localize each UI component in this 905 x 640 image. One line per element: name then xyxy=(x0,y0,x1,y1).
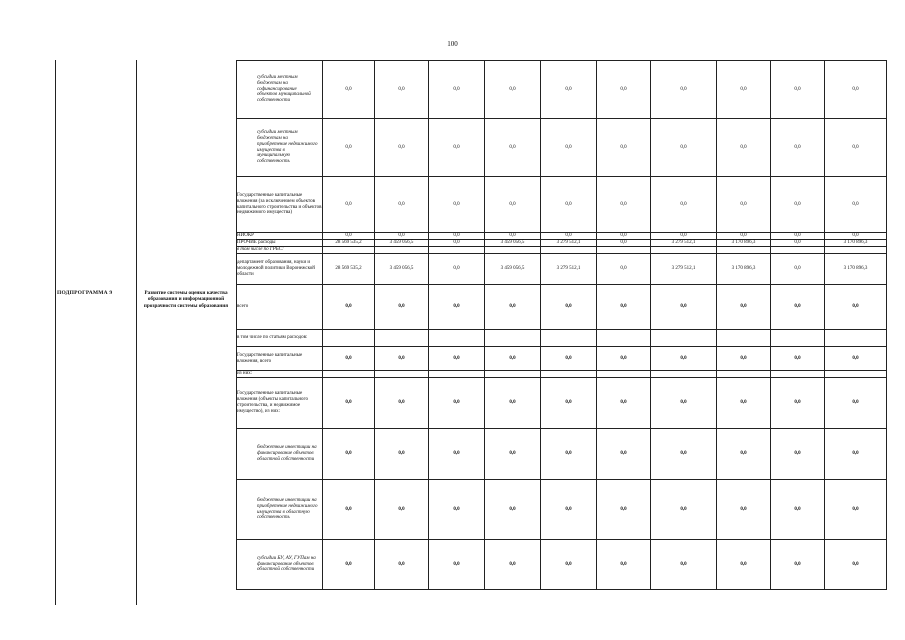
value-cell: 0,0 xyxy=(825,233,887,240)
value-cell: 3 459 056,5 xyxy=(485,254,541,285)
value-cell: 0,0 xyxy=(375,177,429,233)
row-label: Государственные капитальные вложения (за исключением объектов капитального строительства и объектов недвижимого имущества) xyxy=(237,177,323,233)
value-cell: 0,0 xyxy=(825,119,887,177)
value-cell: 3 170 896,3 xyxy=(717,240,771,247)
value-cell: 0,0 xyxy=(541,177,597,233)
value-cell: 0,0 xyxy=(429,540,485,590)
value-cell: 0,0 xyxy=(825,61,887,119)
value-cell: 0,0 xyxy=(375,378,429,429)
value-cell: 0,0 xyxy=(375,429,429,480)
value-cell: 0,0 xyxy=(771,480,825,540)
budget-table xyxy=(236,60,887,590)
row-label: Государственные капитальные вложения (объекты капитального строительства, и недвижимое имущество), из них: xyxy=(237,378,323,429)
value-cell: 0,0 xyxy=(541,119,597,177)
value-cell: 0,0 xyxy=(597,61,651,119)
value-cell: 0,0 xyxy=(323,119,375,177)
value-cell: 0,0 xyxy=(375,285,429,330)
value-cell: 0,0 xyxy=(651,540,717,590)
table-row xyxy=(237,233,887,240)
row-label: в том числе по ГРБС: xyxy=(237,247,323,254)
value-cell: 0,0 xyxy=(771,61,825,119)
row-label: из них: xyxy=(237,371,323,378)
value-cell: 0,0 xyxy=(323,429,375,480)
row-label: субсидии местным бюджетам на приобретение недвижимого имущества в муниципальную собственность xyxy=(237,119,323,177)
value-cell: 0,0 xyxy=(771,285,825,330)
value-cell: 0,0 xyxy=(597,240,651,247)
value-cell: 0,0 xyxy=(485,480,541,540)
page-number: 100 xyxy=(447,40,458,48)
value-cell xyxy=(375,371,429,378)
value-cell: 3 170 896,3 xyxy=(717,254,771,285)
value-cell: 0,0 xyxy=(825,347,887,371)
row-label: бюджетные инвестиции на финансирование объектов областной собственности xyxy=(237,429,323,480)
value-cell: 0,0 xyxy=(597,254,651,285)
value-cell: 0,0 xyxy=(485,61,541,119)
value-cell xyxy=(771,330,825,347)
value-cell: 0,0 xyxy=(771,177,825,233)
value-cell: 0,0 xyxy=(429,378,485,429)
value-cell xyxy=(485,371,541,378)
value-cell: 0,0 xyxy=(323,233,375,240)
table-row xyxy=(237,285,887,330)
value-cell: 0,0 xyxy=(429,61,485,119)
value-cell: 0,0 xyxy=(717,233,771,240)
value-cell xyxy=(825,371,887,378)
table-row xyxy=(237,371,887,378)
value-cell: 0,0 xyxy=(651,285,717,330)
value-cell: 0,0 xyxy=(541,378,597,429)
value-cell: 0,0 xyxy=(717,540,771,590)
value-cell: 0,0 xyxy=(771,378,825,429)
table-row xyxy=(237,429,887,480)
value-cell: 3 279 512,1 xyxy=(651,254,717,285)
value-cell: 28 569 535,2 xyxy=(323,254,375,285)
value-cell xyxy=(541,371,597,378)
value-cell xyxy=(651,330,717,347)
value-cell xyxy=(541,247,597,254)
value-cell: 3 459 056,5 xyxy=(485,240,541,247)
value-cell: 0,0 xyxy=(541,285,597,330)
value-cell: 0,0 xyxy=(825,177,887,233)
value-cell: 0,0 xyxy=(485,119,541,177)
value-cell: 0,0 xyxy=(323,285,375,330)
table-row xyxy=(237,480,887,540)
value-cell: 0,0 xyxy=(771,233,825,240)
value-cell: 0,0 xyxy=(717,378,771,429)
value-cell: 0,0 xyxy=(771,347,825,371)
value-cell xyxy=(429,330,485,347)
table-row xyxy=(237,330,887,347)
value-cell: 0,0 xyxy=(597,429,651,480)
value-cell: 0,0 xyxy=(651,233,717,240)
value-cell: 0,0 xyxy=(717,119,771,177)
table-row xyxy=(237,254,887,285)
row-label: департамент образования, науки и молодежной политики Воронежской области xyxy=(237,254,323,285)
value-cell xyxy=(717,247,771,254)
value-cell: 0,0 xyxy=(429,177,485,233)
value-cell xyxy=(717,330,771,347)
table-row xyxy=(237,240,887,247)
value-cell: 3 279 512,1 xyxy=(651,240,717,247)
value-cell: 0,0 xyxy=(485,347,541,371)
value-cell: 0,0 xyxy=(597,480,651,540)
value-cell: 0,0 xyxy=(375,233,429,240)
value-cell xyxy=(651,247,717,254)
table-row xyxy=(237,119,887,177)
value-cell xyxy=(485,330,541,347)
value-cell: 0,0 xyxy=(651,119,717,177)
value-cell: 0,0 xyxy=(429,254,485,285)
value-cell xyxy=(825,330,887,347)
value-cell: 0,0 xyxy=(717,61,771,119)
row-label: Государственные капитальные вложения, всего xyxy=(237,347,323,371)
value-cell: 0,0 xyxy=(541,540,597,590)
value-cell xyxy=(597,247,651,254)
subprogram-column-border xyxy=(136,60,137,605)
value-cell: 0,0 xyxy=(825,540,887,590)
value-cell: 0,0 xyxy=(825,429,887,480)
value-cell: 3 279 512,1 xyxy=(541,254,597,285)
table-row xyxy=(237,378,887,429)
value-cell: 0,0 xyxy=(541,480,597,540)
value-cell xyxy=(717,371,771,378)
table-row xyxy=(237,247,887,254)
value-cell xyxy=(541,330,597,347)
value-cell: 0,0 xyxy=(651,347,717,371)
value-cell xyxy=(597,371,651,378)
value-cell: 0,0 xyxy=(717,480,771,540)
value-cell: 0,0 xyxy=(485,540,541,590)
table-row xyxy=(237,61,887,119)
value-cell: 0,0 xyxy=(375,119,429,177)
value-cell: 0,0 xyxy=(717,429,771,480)
value-cell: 0,0 xyxy=(429,233,485,240)
value-cell: 0,0 xyxy=(375,347,429,371)
value-cell: 0,0 xyxy=(323,480,375,540)
value-cell: 0,0 xyxy=(429,347,485,371)
row-label: субсидии местным бюджетам на софинансирование объектов муниципальной собственности xyxy=(237,61,323,119)
value-cell: 0,0 xyxy=(717,347,771,371)
value-cell: 0,0 xyxy=(541,61,597,119)
value-cell: 0,0 xyxy=(825,480,887,540)
value-cell: 0,0 xyxy=(771,240,825,247)
value-cell xyxy=(375,247,429,254)
value-cell: 0,0 xyxy=(485,429,541,480)
value-cell: 0,0 xyxy=(429,119,485,177)
value-cell: 0,0 xyxy=(541,347,597,371)
value-cell xyxy=(651,371,717,378)
value-cell xyxy=(323,330,375,347)
value-cell xyxy=(323,247,375,254)
value-cell: 0,0 xyxy=(597,177,651,233)
value-cell: 3 170 896,3 xyxy=(825,240,887,247)
value-cell: 0,0 xyxy=(651,61,717,119)
value-cell: 0,0 xyxy=(429,240,485,247)
value-cell: 0,0 xyxy=(323,61,375,119)
value-cell xyxy=(375,330,429,347)
row-label: субсидии БУ, АУ, ГУПам на финансирование объектов областной собственности xyxy=(237,540,323,590)
value-cell: 0,0 xyxy=(771,429,825,480)
value-cell: 0,0 xyxy=(825,378,887,429)
value-cell: 0,0 xyxy=(771,119,825,177)
value-cell: 0,0 xyxy=(597,233,651,240)
value-cell: 3 459 056,5 xyxy=(375,240,429,247)
value-cell: 0,0 xyxy=(485,177,541,233)
value-cell: 0,0 xyxy=(323,378,375,429)
value-cell: 0,0 xyxy=(323,347,375,371)
row-label: НИОКР xyxy=(237,233,323,240)
value-cell: 0,0 xyxy=(771,540,825,590)
subprogram-label: ПОДПРОГРАММА 9 xyxy=(57,290,113,296)
value-cell: 0,0 xyxy=(771,254,825,285)
value-cell xyxy=(485,247,541,254)
table-row xyxy=(237,177,887,233)
value-cell: 0,0 xyxy=(541,429,597,480)
value-cell: 0,0 xyxy=(597,378,651,429)
value-cell: 0,0 xyxy=(429,480,485,540)
value-cell: 0,0 xyxy=(429,429,485,480)
value-cell: 0,0 xyxy=(651,177,717,233)
value-cell: 0,0 xyxy=(375,540,429,590)
value-cell xyxy=(323,371,375,378)
value-cell: 0,0 xyxy=(597,285,651,330)
value-cell: 0,0 xyxy=(651,378,717,429)
subprogram-name: Развитие системы оценки качества образования и информационной прозрачности системы образования xyxy=(143,290,229,309)
row-label: ПРОЧИЕ расходы xyxy=(237,240,323,247)
value-cell: 0,0 xyxy=(485,233,541,240)
value-cell xyxy=(597,330,651,347)
left-column-border xyxy=(55,60,56,605)
value-cell: 0,0 xyxy=(541,233,597,240)
value-cell: 28 569 535,2 xyxy=(323,240,375,247)
value-cell: 0,0 xyxy=(375,480,429,540)
value-cell xyxy=(771,371,825,378)
value-cell: 0,0 xyxy=(651,480,717,540)
value-cell: 0,0 xyxy=(429,285,485,330)
value-cell: 0,0 xyxy=(485,285,541,330)
row-label: бюджетные инвестиции на приобретение недвижимого имущества в областную собственность xyxy=(237,480,323,540)
value-cell: 0,0 xyxy=(651,429,717,480)
value-cell: 0,0 xyxy=(323,540,375,590)
value-cell: 3 279 512,1 xyxy=(541,240,597,247)
value-cell: 0,0 xyxy=(825,285,887,330)
value-cell: 0,0 xyxy=(597,540,651,590)
value-cell: 0,0 xyxy=(597,119,651,177)
table-row xyxy=(237,540,887,590)
value-cell: 0,0 xyxy=(323,177,375,233)
value-cell xyxy=(429,371,485,378)
table-row xyxy=(237,347,887,371)
value-cell: 3 170 896,3 xyxy=(825,254,887,285)
value-cell: 0,0 xyxy=(717,285,771,330)
value-cell xyxy=(771,247,825,254)
value-cell: 0,0 xyxy=(375,61,429,119)
value-cell: 0,0 xyxy=(717,177,771,233)
value-cell: 0,0 xyxy=(485,378,541,429)
value-cell: 3 459 056,5 xyxy=(375,254,429,285)
row-label: в том числе по статьям расходов: xyxy=(237,330,323,347)
value-cell xyxy=(825,247,887,254)
value-cell: 0,0 xyxy=(597,347,651,371)
row-label: всего xyxy=(237,285,323,330)
value-cell xyxy=(429,247,485,254)
